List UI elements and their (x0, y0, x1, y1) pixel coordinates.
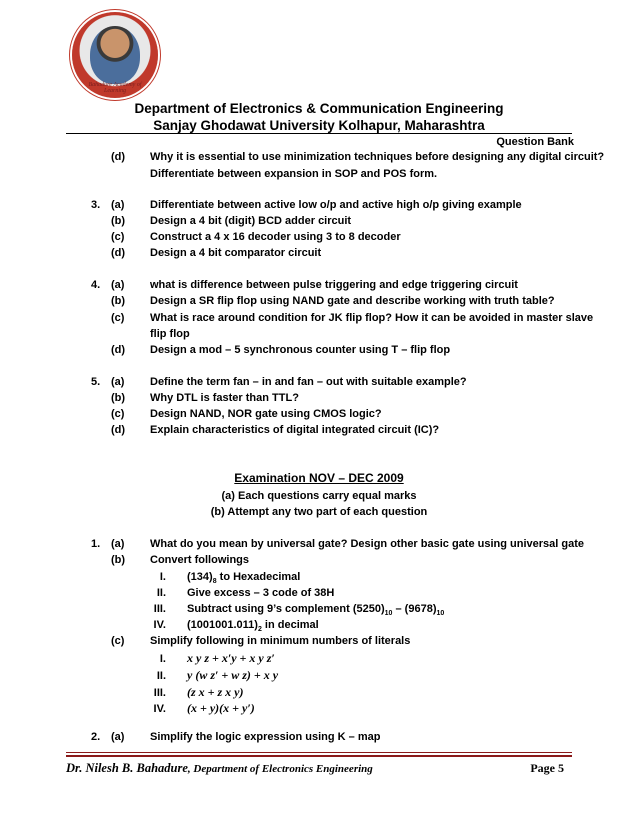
item-text: Why it is essential to use minimization techniques before designing any digital circuit? (150, 151, 605, 163)
item-text: Design NAND, NOR gate using CMOS logic? (150, 408, 382, 420)
item-label: (c) (111, 231, 125, 243)
item-label: (b) (111, 392, 126, 404)
item-text: Construct a 4 x 16 decoder using 3 to 8 decoder (150, 231, 401, 243)
academy-logo (72, 12, 158, 98)
item-text: Define the term fan – in and fan – out with suitable example? (150, 376, 467, 388)
question-number: 5. (91, 376, 101, 388)
author-name: Dr. Nilesh B. Bahadure (66, 761, 188, 775)
sub-item: Subtract using 9’s complement $(5250)_{10} - (9678)_{10}$ (187, 603, 445, 618)
item-label: (c) (111, 635, 125, 647)
item-label: (d) (111, 151, 126, 163)
math-expression: (z x + z x y) (187, 685, 244, 699)
university-title: Sanjay Ghodawat University Kolhapur, Maharashtra (153, 118, 485, 133)
item-label: (b) (111, 295, 126, 307)
sub-item: Give excess – 3 code of 38H (187, 587, 335, 599)
roman-numeral: I. (159, 571, 166, 583)
exam-title: Examination NOV – DEC 2009 (234, 471, 404, 485)
math-expression: (x + y)(x + y′) (187, 701, 255, 715)
item-text: Why DTL is faster than TTL? (150, 392, 299, 404)
item-text: Explain characteristics of digital integrated circuit (IC)? (150, 424, 440, 436)
question-number: 1. (91, 538, 101, 550)
sub-item: $(1001001.011)_2$ in decimal (187, 619, 319, 634)
roman-numeral: III. (153, 603, 166, 615)
item-label: (c) (111, 408, 125, 420)
question-number: 4. (91, 279, 101, 291)
item-text: what is difference between pulse triggering and edge triggering circuit (150, 279, 518, 291)
page-number: Page 5 (530, 761, 564, 775)
item-text: Differentiate between active low o/p and active high o/p giving example (150, 199, 522, 211)
item-label: (a) (111, 538, 125, 550)
item-label: (b) (111, 215, 126, 227)
item-text: Simplify following in minimum numbers of literals (150, 635, 411, 647)
question-number: 3. (91, 199, 101, 211)
header-rule (66, 133, 572, 134)
math-expression: y (w z′ + w z) + x y (187, 668, 279, 682)
sub-item: $(134)_8$ to Hexadecimal (187, 571, 301, 586)
exam-note: (b) Attempt any two part of each question (210, 506, 428, 518)
footer-credit: Dr. Nilesh B. Bahadure, Department of Electronics Engineering (66, 761, 373, 775)
item-label: (b) (111, 554, 126, 566)
roman-numeral: I. (159, 653, 166, 665)
item-text: Differentiate between expansion in SOP and POS form. (150, 168, 438, 180)
question-number: 2. (91, 731, 101, 743)
logo-ring-text: Bahadure Academy of Learning (88, 82, 142, 94)
item-label: (d) (111, 247, 126, 259)
item-text: What do you mean by universal gate? Design other basic gate using universal gate (150, 538, 584, 550)
item-label: (a) (111, 731, 125, 743)
roman-numeral: IV. (153, 703, 166, 715)
item-label: (a) (111, 199, 125, 211)
roman-numeral: IV. (153, 619, 166, 631)
item-label: (d) (111, 344, 126, 356)
department-title: Department of Electronics & Communication Engineering (134, 101, 504, 116)
item-text: Design a 4 bit (digit) BCD adder circuit (150, 215, 352, 227)
exam-note: (a) Each questions carry equal marks (221, 490, 417, 502)
question-bank-tag: Question Bank (496, 136, 574, 148)
portrait-photo (90, 26, 140, 84)
item-text: flip flop (150, 328, 190, 340)
item-text: Design a mod – 5 synchronous counter using T – flip flop (150, 344, 451, 356)
item-label: (a) (111, 376, 125, 388)
footer-rule (66, 752, 572, 753)
roman-numeral: III. (153, 687, 166, 699)
item-text: Simplify the logic expression using K – map (150, 731, 381, 743)
item-label: (c) (111, 312, 125, 324)
item-label: (d) (111, 424, 126, 436)
item-label: (a) (111, 279, 125, 291)
item-text: Design a 4 bit comparator circuit (150, 247, 322, 259)
item-text: What is race around condition for JK flip flop? How it can be avoided in master slave (150, 312, 594, 324)
item-text: Convert followings (150, 554, 249, 566)
math-expression: x y z + x′y + x y z′ (187, 651, 275, 665)
roman-numeral: II. (156, 587, 166, 599)
item-text: Design a SR flip flop using NAND gate and describe working with truth table? (150, 295, 555, 307)
footer-rule (66, 755, 572, 757)
roman-numeral: II. (156, 670, 166, 682)
